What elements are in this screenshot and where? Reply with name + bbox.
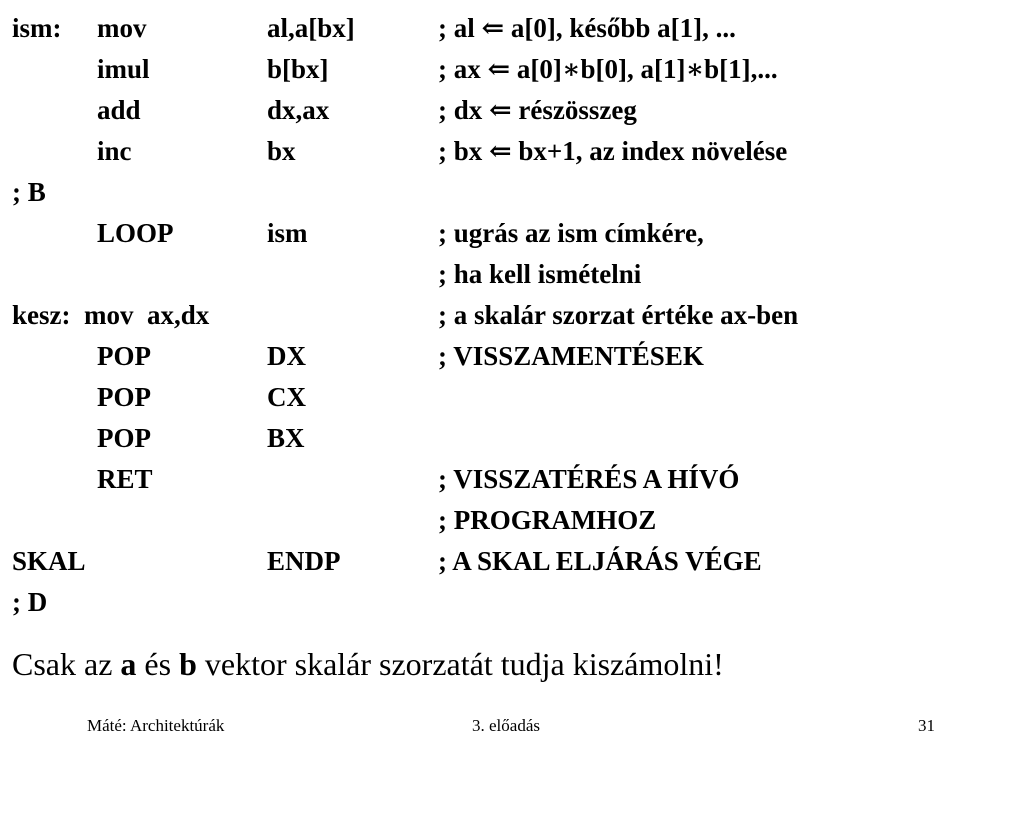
code-comment: ; VISSZAMENTÉSEK	[438, 341, 704, 371]
code-comment: ; ax ⇐ a[0]∗b[0], a[1]∗b[1],...	[438, 54, 778, 84]
code-instruction: POP	[97, 423, 151, 453]
code-instruction: POP	[97, 341, 151, 371]
code-instruction: LOOP	[97, 218, 174, 248]
code-operands: al,a[bx]	[267, 13, 355, 43]
code-line	[0, 541, 1024, 582]
code-line	[0, 90, 1024, 131]
code-operands: bx	[267, 136, 296, 166]
code-line	[0, 295, 1024, 336]
code-line	[0, 582, 1024, 623]
summary-text-part: vektor skalár szorzatát tudja kiszámolni!	[196, 646, 724, 682]
code-line	[0, 8, 1024, 49]
code-instruction: POP	[97, 382, 151, 412]
summary-vector-b: b	[179, 646, 197, 682]
code-instruction: mov	[97, 13, 147, 43]
summary-vector-a: a	[120, 646, 137, 682]
summary-text-part: Csak az	[12, 646, 121, 682]
footer-author-course: Máté: Architektúrák	[87, 716, 225, 735]
code-label: ; D	[12, 587, 48, 617]
code-operands: dx,ax	[267, 95, 330, 125]
code-comment: ; ha kell ismételni	[438, 259, 642, 289]
code-operands: b[bx]	[267, 54, 329, 84]
code-line	[0, 49, 1024, 90]
summary-sentence	[12, 642, 724, 686]
code-line	[0, 500, 1024, 541]
code-comment: ; a skalár szorzat értéke ax-ben	[438, 300, 799, 330]
code-instruction: imul	[97, 54, 150, 84]
code-comment: ; bx ⇐ bx+1, az index növelése	[438, 136, 788, 166]
code-comment: ; A SKAL ELJÁRÁS VÉGE	[438, 546, 762, 576]
code-comment: ; ugrás az ism címkére,	[438, 218, 704, 248]
code-label: ism:	[12, 13, 62, 43]
code-line	[0, 131, 1024, 172]
code-line	[0, 213, 1024, 254]
code-comment: ; al ⇐ a[0], később a[1], ...	[438, 13, 736, 43]
code-instruction: inc	[97, 136, 132, 166]
code-instruction: RET	[97, 464, 153, 494]
code-instruction: add	[97, 95, 141, 125]
code-line	[0, 459, 1024, 500]
code-comment: ; dx ⇐ részösszeg	[438, 95, 637, 125]
code-operands: BX	[267, 423, 305, 453]
code-line	[0, 418, 1024, 459]
code-label: kesz: mov ax,dx	[12, 300, 210, 330]
code-operands: ENDP	[267, 546, 341, 576]
code-line	[0, 377, 1024, 418]
code-comment: ; VISSZATÉRÉS A HÍVÓ	[438, 464, 740, 494]
code-operands: ism	[267, 218, 308, 248]
footer-page-number: 31	[918, 716, 935, 735]
code-label: ; B	[12, 177, 46, 207]
code-line	[0, 336, 1024, 377]
code-comment: ; PROGRAMHOZ	[438, 505, 657, 535]
code-line	[0, 254, 1024, 295]
code-line	[0, 172, 1024, 213]
code-operands: CX	[267, 382, 306, 412]
code-label: SKAL	[12, 546, 86, 576]
code-operands: DX	[267, 341, 306, 371]
footer-lecture: 3. előadás	[472, 716, 540, 735]
summary-text-part: és	[136, 646, 180, 682]
